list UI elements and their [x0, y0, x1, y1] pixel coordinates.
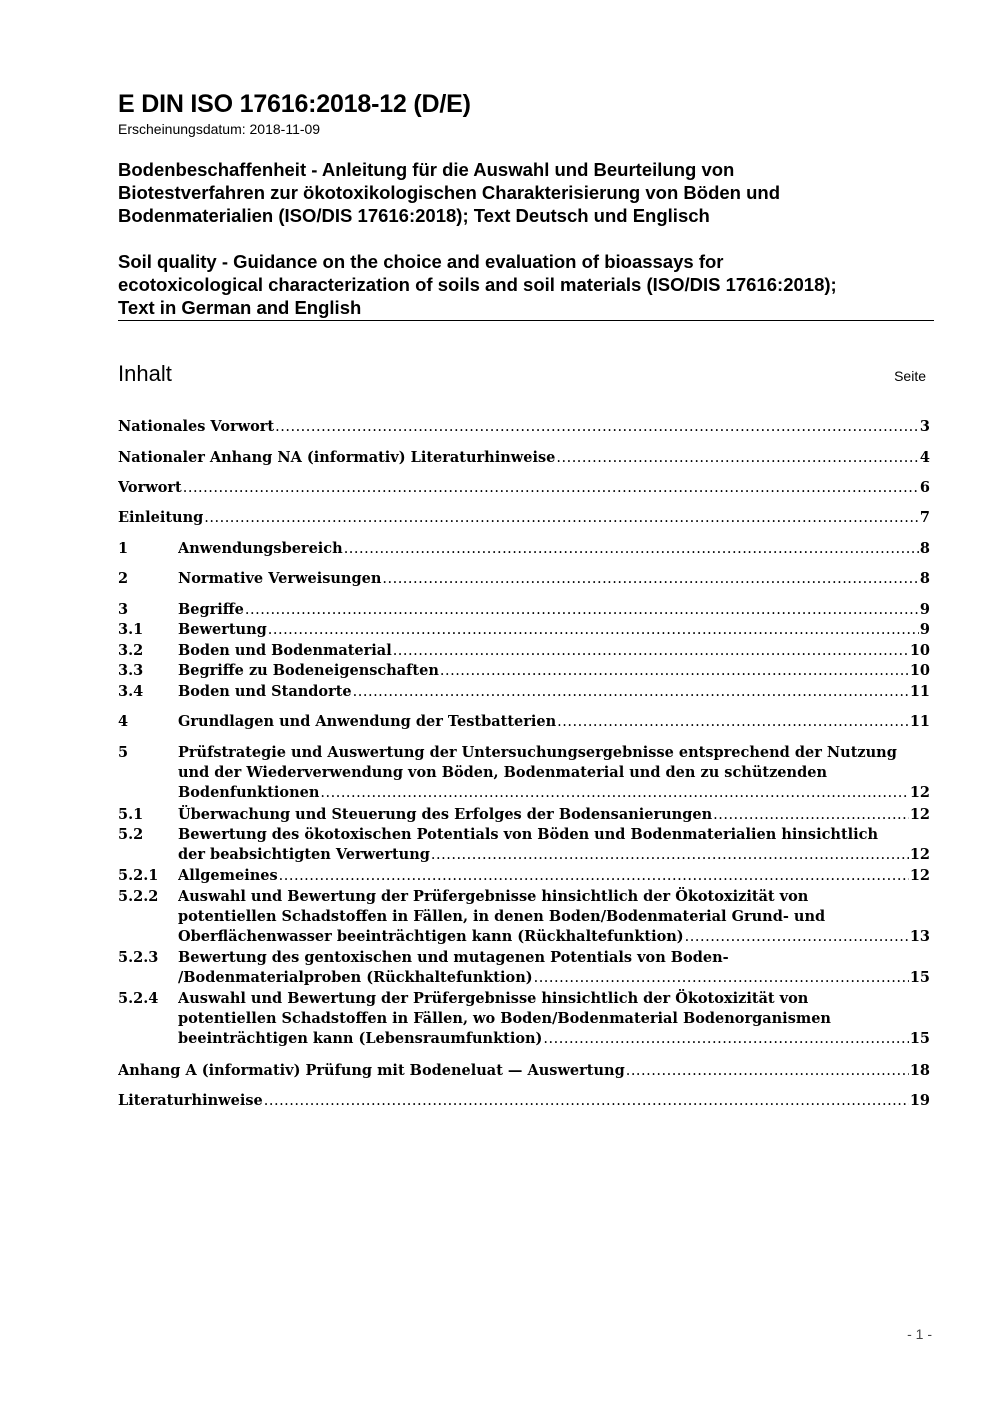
- toc-entry-page: 9: [919, 621, 930, 638]
- toc-entry-number: 3.4: [118, 683, 144, 700]
- page-number: - 1 -: [907, 1326, 932, 1342]
- toc-entry-number: 5: [118, 744, 129, 761]
- toc-entry[interactable]: [118, 682, 930, 702]
- title-german-line: Bodenmaterialien (ISO/DIS 17616:2018); Text Deutsch und Englisch: [118, 205, 710, 226]
- toc-entry-title: und der Wiederverwendung von Böden, Bodenmaterial und den zu schützenden: [178, 764, 827, 781]
- toc-entry-number: 3.3: [118, 662, 144, 679]
- toc-entry-title: Prüfstrategie und Auswertung der Untersuchungsergebnisse entsprechend der Nutzung: [178, 744, 897, 761]
- dot-leader: [685, 927, 909, 947]
- toc-entry-page: 7: [919, 509, 930, 526]
- toc-entry-number: 5.2.1: [118, 867, 159, 884]
- toc-entry-page: 13: [909, 928, 930, 945]
- toc-entry[interactable]: [118, 448, 930, 468]
- toc-entry-title: Bodenfunktionen: [178, 784, 320, 801]
- toc-entry-title: der beabsichtigten Verwertung: [178, 846, 430, 863]
- toc-entry[interactable]: [118, 989, 930, 1049]
- toc-entry[interactable]: [118, 743, 930, 803]
- toc-entry-page: 19: [909, 1092, 930, 1109]
- toc-entry[interactable]: [118, 600, 930, 620]
- toc-entry-title: Bewertung des ökotoxischen Potentials von Böden und Bodenmaterialien hinsichtlich: [178, 826, 879, 843]
- toc-entry-page: 12: [909, 784, 930, 801]
- dot-leader: [556, 448, 919, 468]
- dot-leader: [204, 508, 919, 528]
- toc-entry[interactable]: [118, 712, 930, 732]
- toc-entry-page: 12: [909, 806, 930, 823]
- toc-entry-number: 1: [118, 540, 129, 557]
- toc-entry-title: Literaturhinweise: [118, 1092, 263, 1109]
- toc-entry-page: 10: [909, 662, 930, 679]
- title-english-line: Text in German and English: [118, 297, 362, 318]
- toc-entry-title: Überwachung und Steuerung des Erfolges der Bodensanierungen: [178, 806, 713, 823]
- toc-entry-number: 5.2.2: [118, 888, 159, 905]
- title-german-line: Bodenbeschaffenheit - Anleitung für die Auswahl und Beurteilung von: [118, 159, 735, 180]
- toc-entry-title: potentiellen Schadstoffen in Fällen, wo Boden/Bodenmaterial Bodenorganismen: [178, 1010, 831, 1027]
- dot-leader: [431, 845, 909, 865]
- toc-entry[interactable]: [118, 866, 930, 886]
- toc-entry[interactable]: [118, 825, 930, 865]
- toc-entry[interactable]: [118, 478, 930, 498]
- dot-leader: [353, 682, 909, 702]
- toc-entry-page: 15: [909, 1030, 930, 1047]
- dot-leader: [557, 712, 909, 732]
- toc-entry-title: Begriffe zu Bodeneigenschaften: [178, 662, 439, 679]
- toc-entry-page: 8: [919, 540, 930, 557]
- publication-date: Erscheinungsdatum: 2018-11-09: [118, 121, 321, 137]
- dot-leader: [543, 1029, 908, 1049]
- dot-leader: [320, 783, 908, 803]
- toc-entry[interactable]: [118, 539, 930, 559]
- dot-leader: [626, 1061, 909, 1081]
- dot-leader: [382, 569, 919, 589]
- toc-entry[interactable]: [118, 887, 930, 947]
- toc-entry-page: 3: [919, 418, 930, 435]
- toc-entry-page: 4: [919, 449, 930, 466]
- toc-entry-title: Anwendungsbereich: [178, 540, 343, 557]
- toc-entry-page: 11: [909, 713, 930, 730]
- toc-entry-title: Normative Verweisungen: [178, 570, 382, 587]
- toc-entry-title: Anhang A (informativ) Prüfung mit Bodeneluat — Auswertung: [118, 1062, 625, 1079]
- toc-entry-title: Bewertung des gentoxischen und mutagenen Potentials von Boden-: [178, 949, 729, 966]
- toc-entry-title: Boden und Bodenmaterial: [178, 642, 392, 659]
- dot-leader: [393, 641, 909, 661]
- toc-entry-number: 4: [118, 713, 129, 730]
- toc-entry-number: 2: [118, 570, 129, 587]
- toc-entry-number: 5.2.4: [118, 990, 159, 1007]
- toc-entry-title: /Bodenmaterialproben (Rückhaltefunktion): [178, 969, 533, 986]
- toc-page-label: Seite: [894, 368, 926, 384]
- toc-entry-title: Vorwort: [118, 479, 182, 496]
- toc-entry[interactable]: [118, 417, 930, 437]
- toc-entry-page: 18: [909, 1062, 930, 1079]
- toc-entry-number: 3.2: [118, 642, 144, 659]
- toc-entry[interactable]: [118, 948, 930, 988]
- toc-entry-page: 15: [909, 969, 930, 986]
- toc-entry-number: 5.2.3: [118, 949, 159, 966]
- toc-heading: Inhalt: [118, 361, 172, 386]
- toc-entry-page: 11: [909, 683, 930, 700]
- toc-entry-title: Nationales Vorwort: [118, 418, 275, 435]
- toc-entry-title: Oberflächenwasser beeinträchtigen kann (Rückhaltefunktion): [178, 928, 684, 945]
- toc-entry-title: Auswahl und Bewertung der Prüfergebnisse hinsichtlich der Ökotoxizität von: [178, 888, 809, 905]
- toc-entry[interactable]: [118, 1061, 930, 1081]
- toc-entry-title: Begriffe: [178, 601, 244, 618]
- document-id: E DIN ISO 17616:2018-12 (D/E): [118, 90, 471, 118]
- toc-entry-title: potentiellen Schadstoffen in Fällen, in denen Boden/Bodenmaterial Grund- und: [178, 908, 826, 925]
- toc-entry[interactable]: [118, 641, 930, 661]
- toc-entry-page: 9: [919, 601, 930, 618]
- toc-entry-title: Allgemeines: [178, 867, 278, 884]
- dot-leader: [440, 661, 909, 681]
- toc-entry-page: 12: [909, 867, 930, 884]
- toc-entry[interactable]: [118, 569, 930, 589]
- dot-leader: [275, 417, 919, 437]
- toc-entry-title: Auswahl und Bewertung der Prüfergebnisse hinsichtlich der Ökotoxizität von: [178, 990, 809, 1007]
- dot-leader: [268, 620, 919, 640]
- table-of-contents: [118, 0, 930, 1403]
- dot-leader: [279, 866, 909, 886]
- toc-entry[interactable]: [118, 1091, 930, 1111]
- toc-entry-number: 5.2: [118, 826, 144, 843]
- toc-entry-title: Grundlagen und Anwendung der Testbatterien: [178, 713, 557, 730]
- title-english-line: ecotoxicological characterization of soils and soil materials (ISO/DIS 17616:2018);: [118, 274, 837, 295]
- dot-leader: [713, 805, 909, 825]
- toc-entry-number: 5.1: [118, 806, 144, 823]
- dot-leader: [534, 968, 909, 988]
- toc-entry-number: 3.1: [118, 621, 144, 638]
- toc-entry-title: beeinträchtigen kann (Lebensraumfunktion): [178, 1030, 543, 1047]
- dot-leader: [264, 1091, 909, 1111]
- dot-leader: [183, 478, 919, 498]
- toc-entry-number: 3: [118, 601, 129, 618]
- toc-entry[interactable]: [118, 661, 930, 681]
- title-german-line: Biotestverfahren zur ökotoxikologischen Charakterisierung von Böden und: [118, 182, 780, 203]
- toc-entry-title: Bewertung: [178, 621, 267, 638]
- toc-entry[interactable]: [118, 620, 930, 640]
- toc-entry-title: Boden und Standorte: [178, 683, 352, 700]
- toc-entry[interactable]: [118, 508, 930, 528]
- toc-entry-page: 12: [909, 846, 930, 863]
- dot-leader: [344, 539, 919, 559]
- toc-entry-page: 6: [919, 479, 930, 496]
- title-english-line: Soil quality - Guidance on the choice and evaluation of bioassays for: [118, 251, 724, 272]
- dot-leader: [245, 600, 919, 620]
- toc-entry-page: 10: [909, 642, 930, 659]
- toc-entry-page: 8: [919, 570, 930, 587]
- toc-entry[interactable]: [118, 805, 930, 825]
- toc-entry-title: Einleitung: [118, 509, 204, 526]
- toc-entry-title: Nationaler Anhang NA (informativ) Literaturhinweise: [118, 449, 556, 466]
